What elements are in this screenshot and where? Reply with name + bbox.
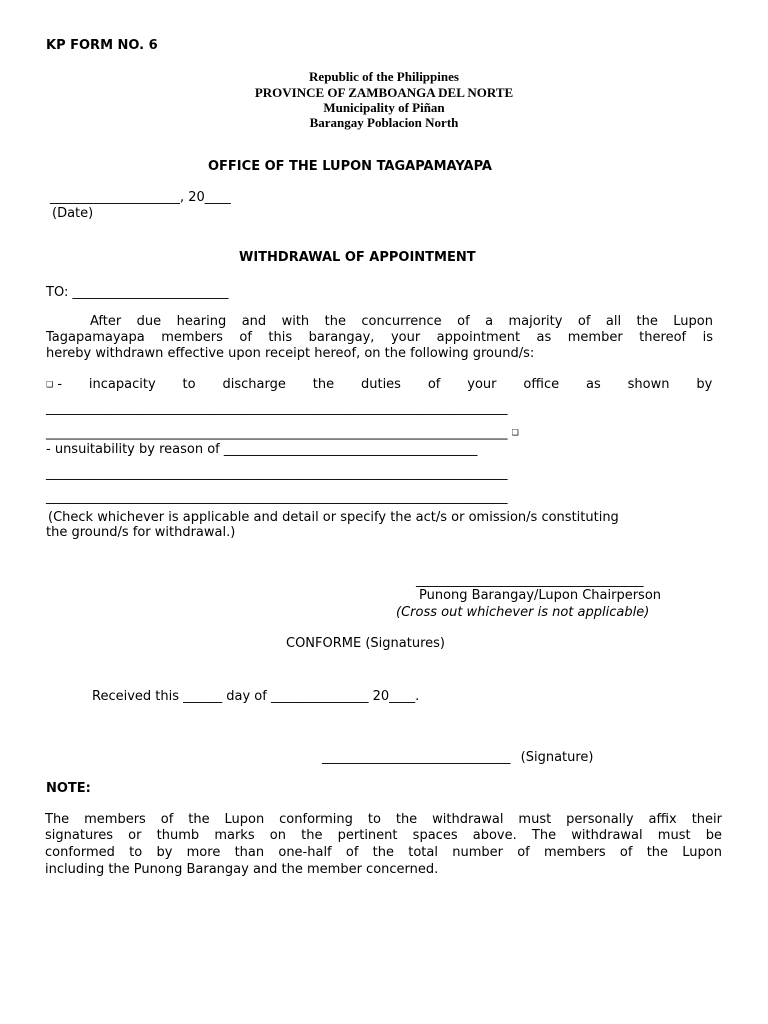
ground-detail-line-4: _______________________________________________________________________: [46, 490, 508, 505]
body-line-3: hereby withdrawn effective upon receipt hereof, on the following ground/s:: [46, 346, 535, 361]
note-line-2: signatures or thumb marks on the pertinent spaces above. The withdrawal must be: [45, 828, 722, 843]
signatory-line: ___________________________________: [416, 573, 644, 588]
date-line: ____________________, 20____: [50, 190, 231, 205]
checkbox-icon[interactable]: ❑: [511, 428, 519, 437]
signature-row: [322, 750, 594, 766]
form-number: KP FORM NO. 6: [46, 38, 158, 53]
conforme-label: CONFORME (Signatures): [286, 636, 445, 651]
signatory-note: (Cross out whichever is not applicable): [396, 605, 650, 620]
note-line-4: including the Punong Barangay and the member concerned.: [45, 862, 439, 877]
date-label: (Date): [52, 206, 94, 221]
header-barangay: Barangay Poblacion North: [309, 115, 459, 130]
ground-unsuitability: - unsuitability by reason of _______________________________________: [46, 442, 478, 457]
body-line-2: Tagapamayapa members of this barangay, your appointment as member thereof is: [46, 330, 713, 345]
instruction-line-1: (Check whichever is applicable and detail or specify the act/s or omission/s constituting: [48, 510, 619, 525]
note-line-1: The members of the Lupon conforming to the withdrawal must personally affix their: [45, 812, 722, 827]
checkbox-icon[interactable]: ❑: [46, 380, 54, 389]
ground-detail-line-2-row: [46, 425, 519, 442]
ground-detail-line-2: _______________________________________________________________________: [46, 425, 508, 441]
received-line: Received this ______ day of _______________ 20____.: [92, 689, 420, 704]
header-province: PROVINCE OF ZAMBOANGA DEL NORTE: [254, 85, 514, 100]
note-line-3: conformed to by more than one-half of the total number of members of the Lupon: [45, 845, 722, 860]
body-line-1: After due hearing and with the concurrence of a majority of all the Lupon: [90, 314, 713, 329]
ground-incapacity-text: - incapacity to discharge the duties of your office as shown by: [57, 377, 713, 392]
note-heading: NOTE:: [46, 781, 91, 796]
ground-detail-line-3: _______________________________________________________________________: [46, 466, 508, 481]
ground-detail-line-1: _______________________________________________________________________: [46, 401, 508, 416]
signature-label: (Signature): [520, 750, 594, 765]
office-title: OFFICE OF THE LUPON TAGAPAMAYAPA: [208, 159, 492, 174]
document-title: WITHDRAWAL OF APPOINTMENT: [239, 250, 476, 265]
to-line: TO: ________________________: [46, 285, 229, 300]
signature-line: _____________________________: [322, 750, 511, 765]
ground-incapacity-row: [46, 377, 713, 394]
instruction-line-2: the ground/s for withdrawal.): [46, 525, 236, 540]
header-republic: Republic of the Philippines: [309, 69, 459, 84]
signatory-title: Punong Barangay/Lupon Chairperson: [419, 588, 662, 603]
header-municipality: Municipality of Piñan: [323, 100, 445, 115]
